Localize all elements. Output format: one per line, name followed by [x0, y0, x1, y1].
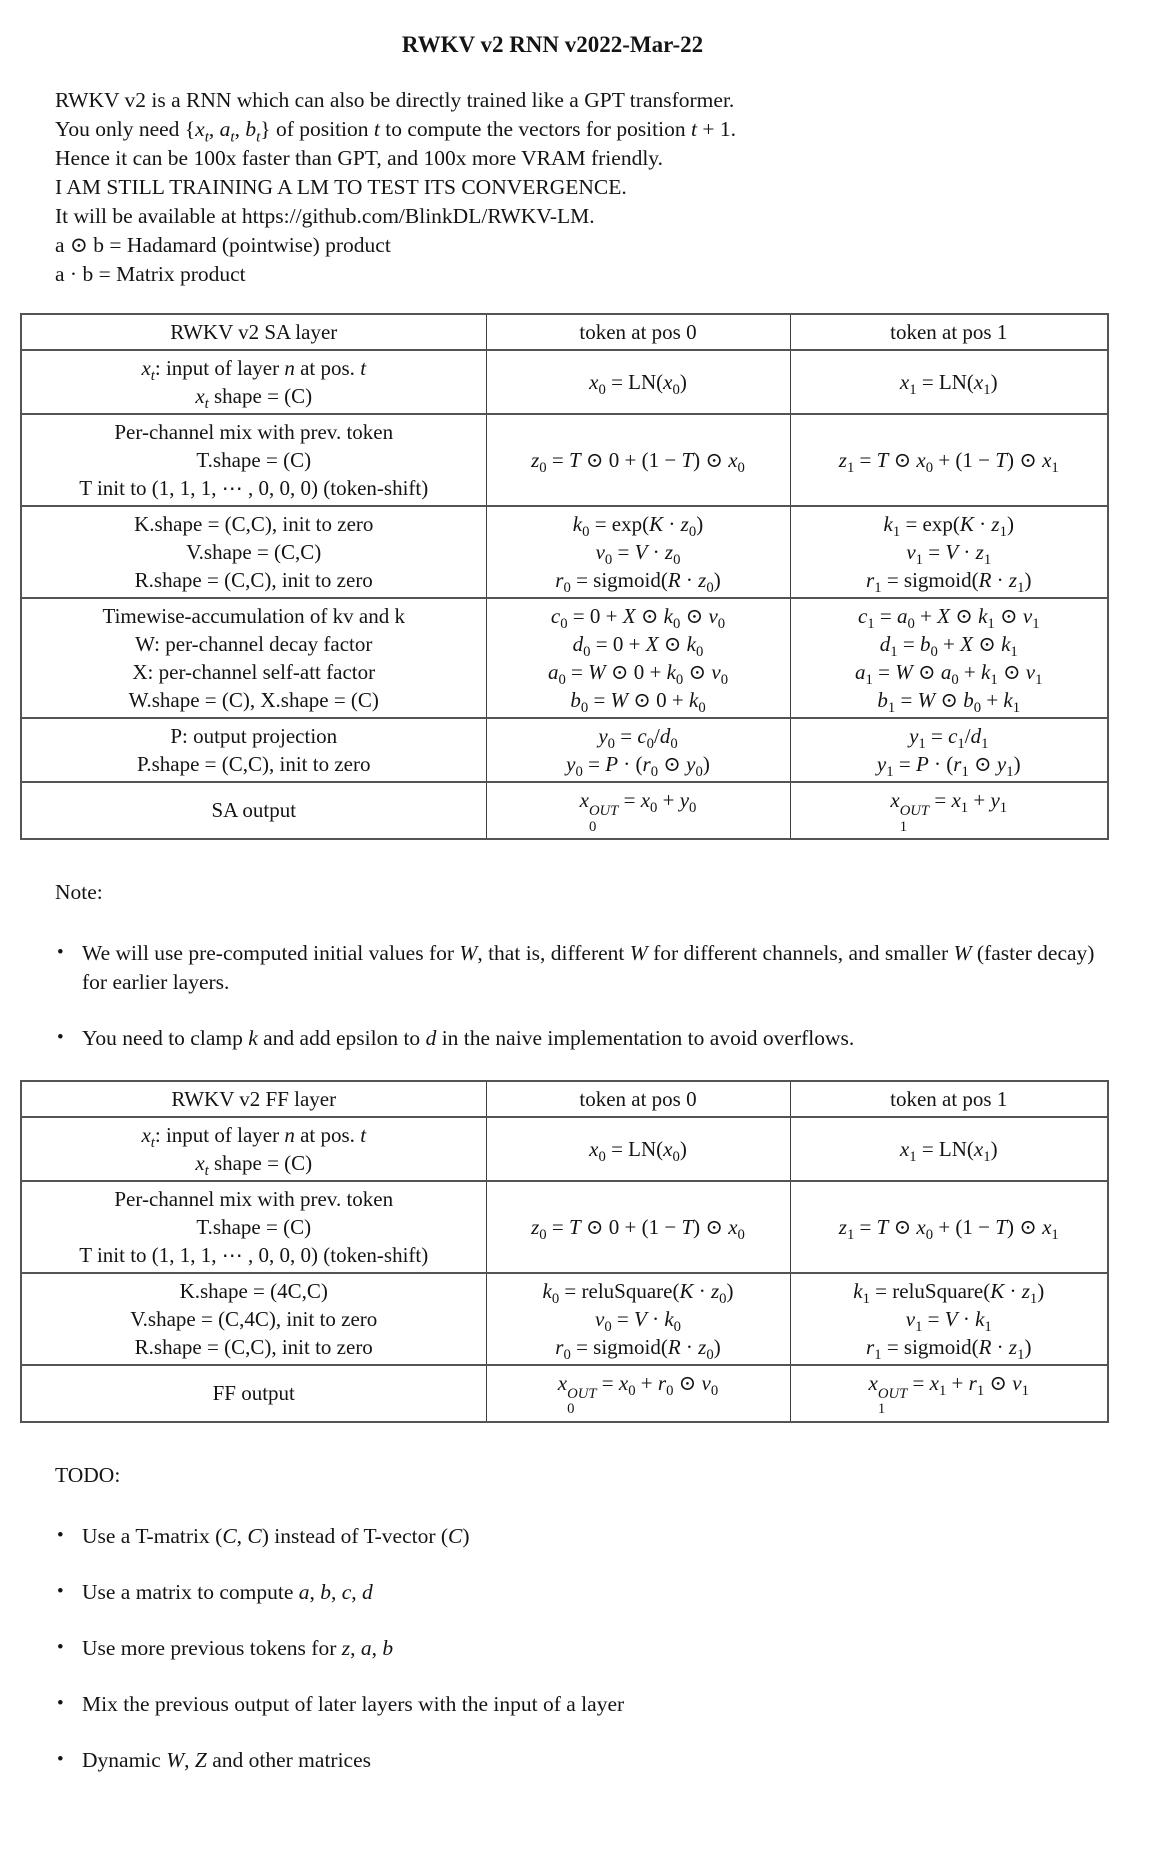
sa-pos0-cell [486, 350, 790, 414]
sa-label-cell [21, 782, 486, 839]
intro-line: Hence it can be 100x faster than GPT, and 100x more VRAM friendly. [55, 146, 664, 170]
note-list [55, 939, 1110, 1053]
ff-pos0-cell [486, 1117, 790, 1181]
formula-line: $a_0 = W$ ⊙ $0 + k_0$ ⊙ $v_0$ [547, 660, 729, 689]
formula-line: $v_1 = V \cdot z_1$ [906, 540, 992, 569]
formula-line: x OUT 0 = $x_0 + y_0$ [579, 788, 697, 835]
ff-pos1-cell [790, 1181, 1108, 1273]
text-line: T init to (1, 1, 1, ⋯ , 0, 0, 0) (token-shift) [79, 1242, 429, 1267]
sa-pos1-cell [790, 598, 1108, 718]
formula-line: $y_1 = P \cdot (r_1$ ⊙ $y_1$) [876, 752, 1021, 781]
sa-row-output [21, 782, 1108, 839]
todo-heading: TODO: [55, 1462, 121, 1487]
formula-line: $x_1 = LN(x_1)$ [899, 1136, 998, 1166]
formula-line: $r_1$ = sigmoid(R · $z_1$) [866, 1334, 1032, 1364]
formula-line: $z_0 = T$ ⊙ 0 + (1 − T) ⊙ $x_0$ [531, 1214, 745, 1244]
sa-row-input [21, 350, 1108, 414]
text-line: $x_t$ shape = (C) [195, 384, 313, 413]
note-item: • You need to clamp k and add epsilon to d in the naive implementation to avoid overflows. [55, 1024, 1110, 1053]
formula-line: $k_1 = \exp(K \cdot z_1)$ [883, 512, 1014, 541]
intro-line-url: It will be available at https://github.com/BlinkDL/RWKV-LM. [55, 204, 595, 228]
sa-label-cell [21, 506, 486, 598]
formula-line: $v_1 = V \cdot k_1$ [905, 1306, 992, 1336]
ff-header-pos0: token at pos 0 [486, 1081, 790, 1117]
intro-line: a · b = Matrix product [55, 262, 246, 286]
formula-line: $x_0 = LN(x_0)$ [589, 370, 687, 399]
ff-layer-table [20, 1080, 1109, 1423]
text-line: $x_t$: input of layer n at pos. t [141, 356, 367, 385]
formula-line: x OUT 1 = $x_1 + r_1$ ⊙ $v_1$ [868, 1370, 1029, 1418]
formula-line: $y_1 = c_1/d_1$ [909, 724, 989, 753]
text-line: T init to (1, 1, 1, ⋯ , 0, 0, 0) (token-shift) [79, 476, 429, 500]
intro-paragraph [55, 86, 1170, 289]
sa-header-pos0: token at pos 0 [486, 314, 790, 350]
text-line: P: output projection [170, 724, 338, 748]
sa-pos0-cell [486, 782, 790, 839]
text-line: W: per-channel decay factor [135, 632, 373, 656]
formula-line: $v_0 = V \cdot k_0$ [594, 1306, 681, 1336]
sa-row-accumulation [21, 598, 1108, 718]
formula-line: $k_1$ = reluSquare(K · $z_1$) [853, 1278, 1045, 1308]
sa-label-cell [21, 350, 486, 414]
sa-row-kvr [21, 506, 1108, 598]
text-line: Per-channel mix with prev. token [114, 1186, 394, 1211]
formula-line: $z_1 = T$ ⊙ $x_0 + (1 - T)$ ⊙ $x_1$ [838, 448, 1059, 477]
sa-pos0-cell [486, 414, 790, 506]
text-line: SA output [211, 798, 297, 823]
formula-line: $d_0 = 0 + X$ ⊙ $k_0$ [572, 632, 704, 661]
text-line: V.shape = (C,4C), init to zero [130, 1306, 378, 1331]
intro-line: a ⊙ b = Hadamard (pointwise) product [55, 233, 391, 257]
ff-pos1-cell [790, 1117, 1108, 1181]
sa-table-header-row [21, 314, 1108, 350]
todo-item: • Use more previous tokens for z, a, b [55, 1634, 1110, 1663]
sa-row-tokenmix [21, 414, 1108, 506]
intro-line: You only need {$x_t$, $a_t$, $b_t$} of position t to compute the vectors for position t + 1. [55, 117, 736, 146]
ff-row-kvr [21, 1273, 1108, 1365]
ff-header-layer: RWKV v2 FF layer [21, 1081, 486, 1117]
sa-pos1-cell [790, 718, 1108, 782]
page-title: RWKV v2 RNN v2022-Mar-22 [401, 32, 704, 57]
todo-item: • Use a T-matrix (C, C) instead of T-vector (C) [55, 1522, 1110, 1551]
formula-line: $r_0$ = sigmoid(R · $z_0$) [555, 568, 721, 597]
formula-line: x OUT 0 = $x_0 + r_0$ ⊙ $v_0$ [557, 1370, 719, 1418]
todo-item: • Dynamic W, Z and other matrices [55, 1746, 1110, 1775]
text-line: T.shape = (C) [196, 448, 312, 472]
text-line: Per-channel mix with prev. token [114, 420, 394, 444]
ff-label-cell [21, 1181, 486, 1273]
sa-pos0-cell [486, 718, 790, 782]
formula-line: $d_1 = b_0 + X$ ⊙ $k_1$ [879, 632, 1018, 661]
text-line: T.shape = (C) [196, 1214, 312, 1239]
formula-line: $x_1 = LN(x_1)$ [899, 370, 998, 399]
text-line: P.shape = (C,C), init to zero [137, 752, 371, 776]
ff-label-cell [21, 1273, 486, 1365]
formula-line: $y_0 = c_0/d_0$ [598, 724, 678, 753]
ff-table-header-row [21, 1081, 1108, 1117]
ff-pos0-cell [486, 1273, 790, 1365]
text-line: FF output [212, 1381, 295, 1406]
text-line: W.shape = (C), X.shape = (C) [128, 688, 379, 712]
ff-pos1-cell [790, 1365, 1108, 1422]
text-line: $x_t$ shape = (C) [195, 1150, 313, 1180]
ff-row-output [21, 1365, 1108, 1422]
sa-layer-table [20, 313, 1109, 840]
text-line: V.shape = (C,C) [186, 540, 322, 564]
formula-line: $k_0$ = reluSquare(K · $z_0$) [542, 1278, 734, 1308]
text-line: X: per-channel self-att factor [132, 660, 376, 684]
formula-line: $c_0 = 0 + X$ ⊙ $k_0$ ⊙ $v_0$ [550, 604, 726, 633]
ff-label-cell [21, 1117, 486, 1181]
intro-line: I AM STILL TRAINING A LM TO TEST ITS CONVERGENCE. [55, 175, 627, 199]
note-heading: Note: [55, 879, 103, 904]
sa-pos1-cell [790, 782, 1108, 839]
formula-line: $z_0 = T$ ⊙ 0 + (1 − T) ⊙ $x_0$ [531, 448, 745, 477]
formula-line: $k_0 = \exp(K \cdot z_0)$ [572, 512, 704, 541]
text-line: R.shape = (C,C), init to zero [134, 568, 373, 592]
text-line: $x_t$: input of layer n at pos. t [141, 1122, 367, 1152]
sa-label-cell [21, 598, 486, 718]
todo-item: • Mix the previous output of later layers with the input of a layer [55, 1690, 1110, 1719]
note-item: • We will use pre-computed initial values for W, that is, different W for different channels, and smaller W (faster decay) for earlier layers. [55, 939, 1110, 997]
formula-line: $b_1 = W$ ⊙ $b_0 + k_1$ [877, 688, 1021, 717]
todo-item: • Use a matrix to compute a, b, c, d [55, 1578, 1110, 1607]
ff-row-input [21, 1117, 1108, 1181]
ff-pos1-cell [790, 1273, 1108, 1365]
sa-row-projection [21, 718, 1108, 782]
todo-list [55, 1522, 1110, 1775]
text-line: K.shape = (C,C), init to zero [134, 512, 374, 536]
ff-row-tokenmix [21, 1181, 1108, 1273]
formula-line: $b_0 = W$ ⊙ $0 + k_0$ [570, 688, 706, 717]
ff-label-cell [21, 1365, 486, 1422]
sa-pos1-cell [790, 414, 1108, 506]
intro-line: RWKV v2 is a RNN which can also be directly trained like a GPT transformer. [55, 88, 735, 112]
formula-line: x OUT 1 = $x_1 + y_1$ [890, 788, 1008, 835]
formula-line: $y_0 = P \cdot (r_0$ ⊙ $y_0$) [566, 752, 710, 781]
formula-line: $x_0 = LN(x_0)$ [589, 1136, 687, 1166]
formula-line: $z_1 = T$ ⊙ $x_0 + (1 - T)$ ⊙ $x_1$ [838, 1214, 1059, 1244]
ff-pos0-cell [486, 1181, 790, 1273]
formula-line: $r_0$ = sigmoid(R · $z_0$) [555, 1334, 721, 1364]
text-line: K.shape = (4C,C) [179, 1278, 328, 1303]
sa-label-cell [21, 414, 486, 506]
sa-label-cell [21, 718, 486, 782]
text-line: R.shape = (C,C), init to zero [134, 1334, 373, 1359]
sa-pos1-cell [790, 506, 1108, 598]
sa-pos0-cell [486, 598, 790, 718]
formula-line: $c_1 = a_0 + X$ ⊙ $k_1$ ⊙ $v_1$ [857, 604, 1040, 633]
ff-header-pos1: token at pos 1 [790, 1081, 1108, 1117]
formula-line: $a_1 = W$ ⊙ $a_0 + k_1$ ⊙ $v_1$ [855, 660, 1043, 689]
formula-line: $r_1$ = sigmoid(R · $z_1$) [866, 568, 1032, 597]
text-line: Timewise-accumulation of kv and k [102, 604, 405, 628]
formula-line: $v_0 = V \cdot z_0$ [595, 540, 681, 569]
sa-pos0-cell [486, 506, 790, 598]
sa-pos1-cell [790, 350, 1108, 414]
sa-header-layer: RWKV v2 SA layer [21, 314, 486, 350]
sa-header-pos1: token at pos 1 [790, 314, 1108, 350]
ff-pos0-cell [486, 1365, 790, 1422]
